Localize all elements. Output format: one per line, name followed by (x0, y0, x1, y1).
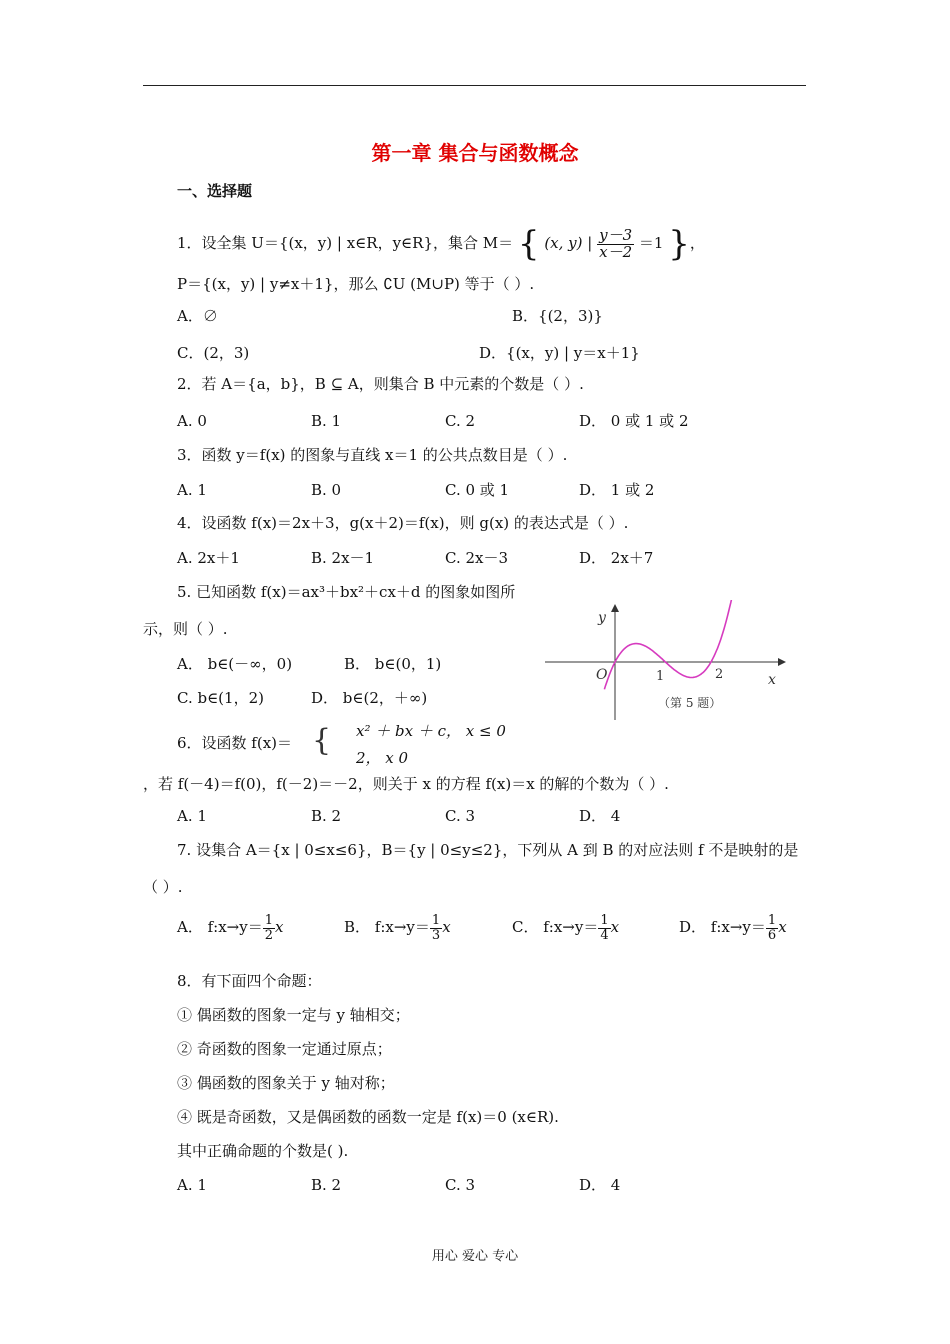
x-axis-arrow (778, 658, 786, 666)
q6-piece-1: x² ＋ bx ＋ c， x ≤ 0 (356, 722, 506, 740)
q1-set-head: (x, y) | (544, 234, 593, 252)
q1-option-b[interactable]: B．{(2，3)} (512, 307, 603, 325)
q8-question: 其中正确命题的个数是( ). (177, 1142, 349, 1160)
q6-continuation: ，若 f(－4)＝f(0)，f(－2)＝－2，则关于 x 的方程 f(x)＝x 的解的个数为（ ）. (143, 775, 669, 793)
q4-option-d[interactable]: D． 2x＋7 (579, 549, 654, 567)
q1-option-a[interactable]: A．∅ (177, 307, 218, 325)
tick-label-2: 2 (715, 667, 724, 682)
q4-option-c[interactable]: C. 2x－3 (445, 549, 509, 567)
q2-option-c[interactable]: C. 2 (445, 412, 476, 430)
q7-option-b[interactable] (344, 914, 451, 942)
q8-option-a[interactable]: A. 1 (177, 1176, 207, 1194)
q7-option-b-num: 1 (431, 913, 441, 928)
q5-stem-line2: 示，则（ ）. (143, 620, 228, 638)
q7-option-b-fraction (430, 914, 442, 942)
q1-frac-num: y－3 (599, 225, 633, 244)
q5-option-b[interactable]: B． b∈(0，1) (344, 655, 442, 673)
q7-option-a[interactable] (177, 914, 283, 942)
x-axis-label: x (768, 672, 776, 688)
q1-fraction (597, 225, 634, 261)
y-axis-label: y (598, 610, 606, 626)
header-rule (143, 85, 806, 86)
q8-proposition-2: ② 奇函数的图象一定通过原点； (177, 1040, 392, 1058)
q1-line1: 1．设全集 U＝{(x，y) | x∈R，y∈R}，集合 M＝ { (x, y) | $\frac{y-3}{x-2}$ ＝1 }， (177, 224, 705, 264)
q1-frac-rhs: ＝1 (638, 234, 664, 252)
q6-piecewise-brace: { (312, 723, 332, 758)
right-brace: } (668, 224, 690, 264)
q3-option-b[interactable]: B. 0 (311, 481, 342, 499)
q8-option-c[interactable]: C. 3 (445, 1176, 476, 1194)
q8-proposition-1: ① 偶函数的图象一定与 y 轴相交； (177, 1006, 410, 1024)
q1-line2: P＝{(x，y) | y≠x＋1}，那么 ∁U (M∪P) 等于（ ）. (177, 275, 535, 293)
section-title: 一、选择题 (177, 182, 253, 200)
q1-option-c[interactable]: C．(2，3) (177, 344, 250, 362)
q3-stem: 3．函数 y＝f(x) 的图象与直线 x＝1 的公共点数目是（ ）. (177, 446, 568, 464)
q7-option-c-var: x (610, 918, 620, 937)
q7-option-c[interactable] (512, 914, 619, 942)
q6-option-b[interactable]: B. 2 (311, 807, 342, 825)
q6-stem: 6．设函数 f(x)＝ (177, 734, 293, 752)
q7-stem-line1: 7. 设集合 A＝{x | 0≤x≤6}，B＝{y | 0≤y≤2}，下列从 A 到 B 的对应法则 f 不是映射的是 (177, 841, 799, 859)
y-axis-arrow (611, 604, 619, 612)
q7-option-b-var: x (442, 918, 451, 937)
q3-option-a[interactable]: A. 1 (177, 481, 207, 499)
graph-caption: （第 5 题） (658, 696, 722, 710)
q3-option-c[interactable]: C. 0 或 1 (445, 481, 510, 499)
q6-option-d[interactable]: D． 4 (579, 807, 621, 825)
q1-stem: 1．设全集 U＝{(x，y) | x∈R，y∈R}，集合 M＝ (177, 234, 514, 252)
q7-option-a-num: 1 (264, 913, 273, 928)
q7-option-c-fraction (598, 914, 610, 942)
q5-option-c[interactable]: C. b∈(1，2) (177, 689, 264, 707)
q2-option-a[interactable]: A. 0 (177, 412, 207, 430)
q7-option-b-den: 3 (431, 927, 441, 943)
q7-option-a-var: x (275, 918, 284, 937)
q2-stem: 2．若 A＝{a，b}，B ⊆ A，则集合 B 中元素的个数是（ ）. (177, 375, 584, 393)
tick-label-1: 1 (656, 669, 665, 684)
q7-option-d-var: x (778, 918, 787, 937)
q7-option-c-label: C． f:x→y＝ (512, 918, 599, 937)
q5-function-graph (540, 600, 790, 725)
q7-option-b-label: B． f:x→y＝ (344, 918, 430, 937)
q4-stem: 4．设函数 f(x)＝2x＋3，g(x＋2)＝f(x)，则 g(x) 的表达式是（ ）. (177, 514, 629, 532)
q7-option-a-fraction (263, 914, 275, 942)
q8-option-b[interactable]: B. 2 (311, 1176, 342, 1194)
q5-stem-line1: 5. 已知函数 f(x)＝ax³＋bx²＋cx＋d 的图象如图所 (177, 583, 516, 601)
origin-label: O (596, 667, 608, 683)
q1-option-d[interactable]: D．{(x，y) | y＝x＋1} (479, 344, 640, 362)
q7-option-d[interactable] (679, 914, 787, 942)
q7-stem-line2: （ ）. (143, 878, 183, 896)
q7-option-d-den: 6 (767, 927, 777, 943)
q6-option-a[interactable]: A. 1 (177, 807, 207, 825)
q3-option-d[interactable]: D． 1 或 2 (579, 481, 655, 499)
q8-option-d[interactable]: D． 4 (579, 1176, 621, 1194)
q7-option-d-fraction (766, 914, 778, 942)
q7-option-a-den: 2 (264, 927, 273, 943)
q6-piece-2: 2， x 0 (356, 749, 409, 767)
q7-option-c-num: 1 (600, 913, 609, 928)
q4-option-b[interactable]: B. 2x－1 (311, 549, 375, 567)
left-brace: { (517, 224, 540, 264)
q7-option-a-label: A． f:x→y＝ (177, 918, 263, 937)
q7-option-c-den: 4 (600, 927, 609, 943)
q7-option-d-num: 1 (767, 913, 777, 928)
q2-option-d[interactable]: D． 0 或 1 或 2 (579, 412, 689, 430)
q5-option-a[interactable]: A． b∈(－∞，0) (177, 655, 293, 673)
q5-option-d[interactable]: D． b∈(2，＋∞) (311, 689, 428, 707)
q8-proposition-3: ③ 偶函数的图象关于 y 轴对称； (177, 1074, 395, 1092)
q2-option-b[interactable]: B. 1 (311, 412, 342, 430)
q8-proposition-4: ④ 既是奇函数，又是偶函数的函数一定是 f(x)＝0 (x∈R). (177, 1108, 559, 1126)
page-footer: 用心 爱心 专心 (431, 1249, 519, 1264)
q8-stem: 8．有下面四个命题： (177, 972, 322, 990)
chapter-title: 第一章 集合与函数概念 (371, 141, 579, 165)
q4-option-a[interactable]: A. 2x＋1 (177, 549, 240, 567)
q6-option-c[interactable]: C. 3 (445, 807, 476, 825)
q1-frac-den: x－2 (599, 242, 633, 261)
q7-option-d-label: D． f:x→y＝ (679, 918, 766, 937)
